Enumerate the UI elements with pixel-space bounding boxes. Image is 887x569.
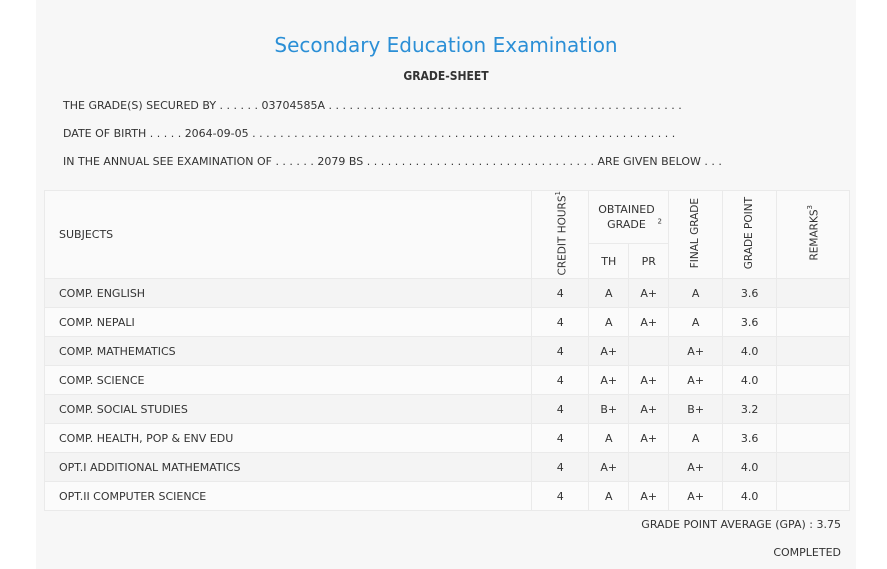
- table-row: [45, 279, 850, 308]
- dob-value: 2064-09-05: [184, 127, 249, 140]
- secured-by-line: [63, 99, 682, 112]
- practical-grade-cell: A+: [629, 482, 669, 511]
- grade-point-cell: 4.0: [723, 453, 777, 482]
- table-row: [45, 395, 850, 424]
- grade-sheet-heading: GRADE-SHEET: [403, 69, 489, 83]
- final-grade-cell: A+: [669, 366, 723, 395]
- remarks-cell: [777, 482, 850, 511]
- practical-grade-cell: A+: [629, 395, 669, 424]
- practical-header: PR: [629, 243, 669, 279]
- result-status: COMPLETED: [773, 546, 841, 559]
- credit-hours-cell: 4: [532, 453, 589, 482]
- subject-cell: COMP. HEALTH, POP & ENV EDU: [45, 424, 532, 453]
- practical-grade-cell: A+: [629, 366, 669, 395]
- exam-title: Secondary Education Examination: [274, 33, 618, 57]
- final-grade-cell: A+: [669, 453, 723, 482]
- remarks-cell: [777, 337, 850, 366]
- theory-grade-cell: A: [589, 279, 629, 308]
- credit-hours-cell: 4: [532, 279, 589, 308]
- table-row: [45, 482, 850, 511]
- practical-grade-cell: A+: [629, 308, 669, 337]
- theory-grade-cell: A: [589, 482, 629, 511]
- grade-point-label: GRADE POINT: [743, 197, 756, 270]
- credit-hours-label: CREDIT HOURS$^1$: [553, 191, 569, 276]
- grade-point-cell: 3.6: [723, 308, 777, 337]
- subject-cell: COMP. SCIENCE: [45, 366, 532, 395]
- credit-hours-cell: 4: [532, 395, 589, 424]
- credit-hours-cell: 4: [532, 337, 589, 366]
- remarks-cell: [777, 453, 850, 482]
- final-grade-cell: A: [669, 424, 723, 453]
- final-grade-cell: A+: [669, 337, 723, 366]
- dob-label: DATE OF BIRTH . . . . .: [63, 127, 182, 140]
- symbol-number: 03704585A: [261, 99, 326, 112]
- table-row: [45, 366, 850, 395]
- grade-point-cell: 3.6: [723, 424, 777, 453]
- theory-grade-cell: A+: [589, 337, 629, 366]
- subject-cell: OPT.II COMPUTER SCIENCE: [45, 482, 532, 511]
- grade-point-header: [723, 191, 777, 279]
- grade-point-cell: 4.0: [723, 366, 777, 395]
- subject-cell: OPT.I ADDITIONAL MATHEMATICS: [45, 453, 532, 482]
- secured-by-label: THE GRADE(S) SECURED BY . . . . . .: [63, 99, 259, 112]
- grades-table-body: [45, 279, 850, 511]
- secured-by-dots: . . . . . . . . . . . . . . . . . . . . . . . . . . . . . . . . . . . . . . . . . . . . . . . . . . .: [328, 99, 682, 112]
- theory-grade-cell: A: [589, 424, 629, 453]
- exam-line: [63, 155, 722, 168]
- remarks-cell: [777, 395, 850, 424]
- credit-hours-cell: 4: [532, 308, 589, 337]
- theory-header: TH: [589, 243, 629, 279]
- final-grade-cell: A: [669, 279, 723, 308]
- practical-grade-cell: [629, 453, 669, 482]
- obtained-grade-header: OBTAINED GRADE $^2$: [589, 191, 669, 244]
- grades-table-wrapper: [44, 190, 850, 511]
- remarks-cell: [777, 424, 850, 453]
- exam-year: 2079 BS: [317, 155, 364, 168]
- theory-grade-cell: A+: [589, 453, 629, 482]
- final-grade-cell: A+: [669, 482, 723, 511]
- theory-grade-cell: A: [589, 308, 629, 337]
- practical-grade-cell: [629, 337, 669, 366]
- credit-hours-cell: 4: [532, 482, 589, 511]
- remarks-cell: [777, 308, 850, 337]
- remarks-label: REMARKS$^3$: [806, 205, 821, 261]
- credit-hours-cell: 4: [532, 424, 589, 453]
- exam-label: IN THE ANNUAL SEE EXAMINATION OF . . . . . .: [63, 155, 314, 168]
- grade-point-cell: 4.0: [723, 337, 777, 366]
- final-grade-header: [669, 191, 723, 279]
- table-row: [45, 424, 850, 453]
- remarks-header: [777, 191, 850, 279]
- subjects-header: SUBJECTS: [45, 191, 532, 279]
- final-grade-cell: B+: [669, 395, 723, 424]
- subject-cell: COMP. MATHEMATICS: [45, 337, 532, 366]
- grade-point-cell: 3.6: [723, 279, 777, 308]
- theory-grade-cell: B+: [589, 395, 629, 424]
- dob-line: [63, 127, 675, 140]
- exam-suffix: ARE GIVEN BELOW . . .: [597, 155, 722, 168]
- practical-grade-cell: A+: [629, 424, 669, 453]
- grade-point-cell: 3.2: [723, 395, 777, 424]
- grade-sheet: [36, 0, 856, 569]
- table-row: [45, 308, 850, 337]
- grade-point-cell: 4.0: [723, 482, 777, 511]
- obtained-grade-label: OBTAINED GRADE: [598, 202, 655, 231]
- dob-dots: . . . . . . . . . . . . . . . . . . . . . . . . . . . . . . . . . . . . . . . . . . . . . . . . . . . . . . . . . . . . .: [252, 127, 676, 140]
- table-row: [45, 337, 850, 366]
- header-row-top: [45, 191, 850, 244]
- final-grade-label: FINAL GRADE: [689, 198, 702, 269]
- subject-cell: COMP. ENGLISH: [45, 279, 532, 308]
- exam-dots: . . . . . . . . . . . . . . . . . . . . . . . . . . . . . . . . .: [366, 155, 595, 168]
- theory-grade-cell: A+: [589, 366, 629, 395]
- final-grade-cell: A: [669, 308, 723, 337]
- grades-table: [44, 190, 850, 511]
- practical-grade-cell: A+: [629, 279, 669, 308]
- remarks-cell: [777, 366, 850, 395]
- remarks-cell: [777, 279, 850, 308]
- credit-hours-cell: 4: [532, 366, 589, 395]
- subject-cell: COMP. SOCIAL STUDIES: [45, 395, 532, 424]
- gpa-summary: GRADE POINT AVERAGE (GPA) : 3.75: [641, 518, 841, 531]
- table-row: [45, 453, 850, 482]
- credit-hours-header: [532, 191, 589, 279]
- subject-cell: COMP. NEPALI: [45, 308, 532, 337]
